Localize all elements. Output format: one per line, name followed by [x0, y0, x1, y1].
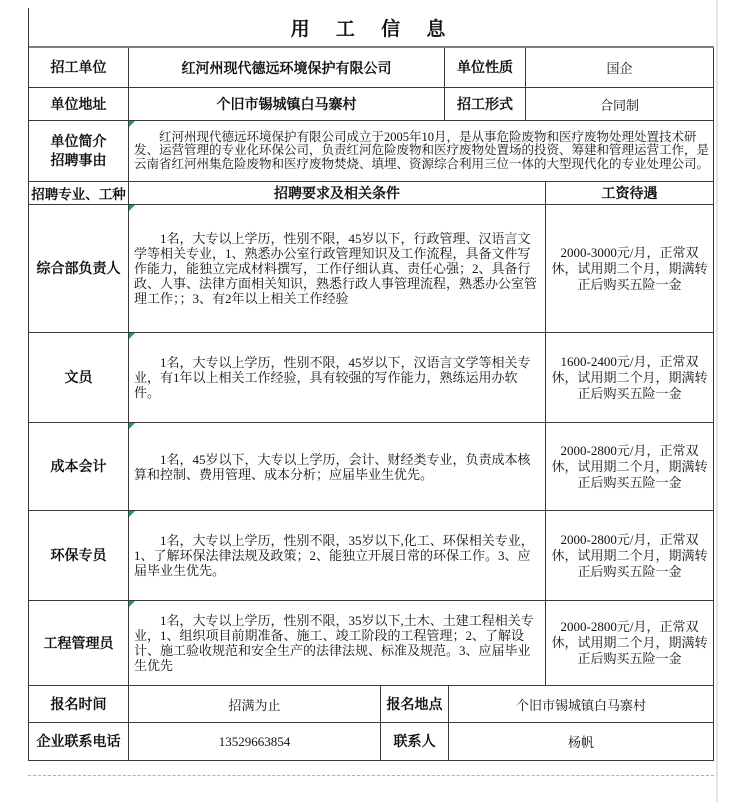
job-row [29, 511, 714, 601]
contact-person-value: 杨帆 [567, 735, 594, 750]
job-requirements: 1名，大专以上学历，性别不限，45岁以下，汉语言文学等相关专业，有1年以上相关工作经验，具有较强的写作能力，熟练运用办软件。 [134, 355, 531, 400]
employment-info-table [28, 8, 714, 761]
job-row [29, 205, 714, 333]
job-requirements: 1名，大专以上学历，性别不限，45岁以下，行政管理、汉语言文学等相关专业，1、熟悉办公室行政管理知识及工作流程，具备文件写作能力，能独立完成材料撰写，工作仔细认真、责任心强；2、具备行政、人事、法律方面相关知识，熟悉行政人事管理流程，熟悉办公室管理工作；；3、有2年以上相关工作经验 [134, 231, 538, 306]
intro-label-line2: 招聘事由 [50, 152, 107, 168]
jobs-header-requirements: 招聘要求及相关条件 [274, 185, 400, 201]
comment-marker-icon [129, 121, 135, 127]
company-phone-label: 企业联系电话 [36, 733, 121, 750]
signup-place-value: 个旧市锡城镇白马寨村 [515, 697, 646, 713]
signup-time-label: 报名时间 [50, 695, 107, 712]
jobs-header-row [29, 182, 714, 205]
job-title: 工程管理员 [43, 634, 114, 651]
table-row [29, 723, 714, 761]
contact-person-label: 联系人 [393, 733, 436, 750]
page-boundary-line [716, 0, 718, 802]
jobs-header-salary: 工资待遇 [601, 185, 658, 201]
company-intro-row [29, 121, 714, 182]
recruit-unit-label: 招工单位 [50, 59, 107, 76]
intro-label-line1: 单位简介 [50, 133, 107, 150]
unit-nature-label: 单位性质 [457, 59, 513, 76]
job-title: 成本会计 [50, 458, 107, 475]
comment-marker-icon [129, 205, 135, 211]
job-title: 综合部负责人 [36, 260, 121, 277]
job-title: 文员 [64, 369, 93, 386]
table-row [29, 48, 714, 88]
page-break-dashed-line [28, 775, 714, 776]
jobs-header-position: 招聘专业、工种 [31, 187, 126, 202]
company-intro-text: 红河州现代德远环境保护有限公司成立于2005年10月，是从事危险废物和医疗废物处理处置技术研发、运营管理的专业化环保公司，负责红河危险废物和医疗废物处置场的投资、筹建和管理运营工作，是云南省红河州集危险废物和医疗废物焚烧、填埋、资源综合利用三位一体的大型现代化的专业处理公司。 [134, 129, 710, 171]
table-row [29, 88, 714, 121]
job-salary: 2000-2800元/月，正常双休，试用期二个月，期满转正后购买五险一金 [551, 619, 708, 666]
job-title: 环保专员 [50, 547, 107, 564]
job-requirements: 1名，大专以上学历，性别不限，35岁以下,土木、土建工程相关专业，1、组织项目前期准备、施工、竣工阶段的工程管理；2、了解设计、施工验收规范和安全生产的法律法规、标准及规范。3、应届毕业生优先 [134, 613, 534, 673]
page-title: 用 工 信 息 [290, 18, 453, 40]
job-row [29, 601, 714, 686]
comment-marker-icon [129, 423, 135, 429]
job-requirements: 1名，大专以上学历，性别不限，35岁以下,化工、环保相关专业，1、了解环保法律法规及政策；2、能独立开展日常的环保工作。3、应届毕业生优先。 [134, 533, 534, 578]
job-requirements: 1名，45岁以下，大专以上学历，会计、财经类专业，负责成本核算和控制、费用管理、成本分析；应届毕业生优先。 [134, 451, 531, 482]
signup-place-label: 报名地点 [386, 695, 443, 712]
company-phone-value: 13529663854 [218, 733, 291, 749]
job-salary: 1600-2400元/月，正常双休，试用期二个月，期满转正后购买五险一金 [551, 353, 708, 401]
unit-address-value: 个旧市锡城镇白马寨村 [216, 96, 357, 112]
comment-marker-icon [129, 601, 135, 607]
title-row [29, 8, 714, 48]
comment-marker-icon [129, 333, 135, 339]
recruit-form-value: 合同制 [599, 97, 639, 113]
job-row [29, 423, 714, 511]
unit-nature-value: 国企 [606, 61, 633, 76]
job-salary: 2000-2800元/月，正常双休，试用期二个月，期满转正后购买五险一金 [551, 442, 708, 490]
recruit-form-label: 招工形式 [457, 95, 513, 112]
job-row [29, 333, 714, 423]
recruit-unit-value: 红河州现代德远环境保护有限公司 [181, 59, 392, 76]
comment-marker-icon [129, 511, 135, 517]
unit-address-label: 单位地址 [50, 95, 107, 112]
job-salary: 2000-2800元/月，正常双休，试用期二个月，期满转正后购买五险一金 [551, 531, 708, 579]
job-salary: 2000-3000元/月，正常双休，试用期二个月，期满转正后购买五险一金 [551, 244, 708, 292]
table-row [29, 686, 714, 723]
signup-time-value: 招满为止 [228, 697, 281, 713]
